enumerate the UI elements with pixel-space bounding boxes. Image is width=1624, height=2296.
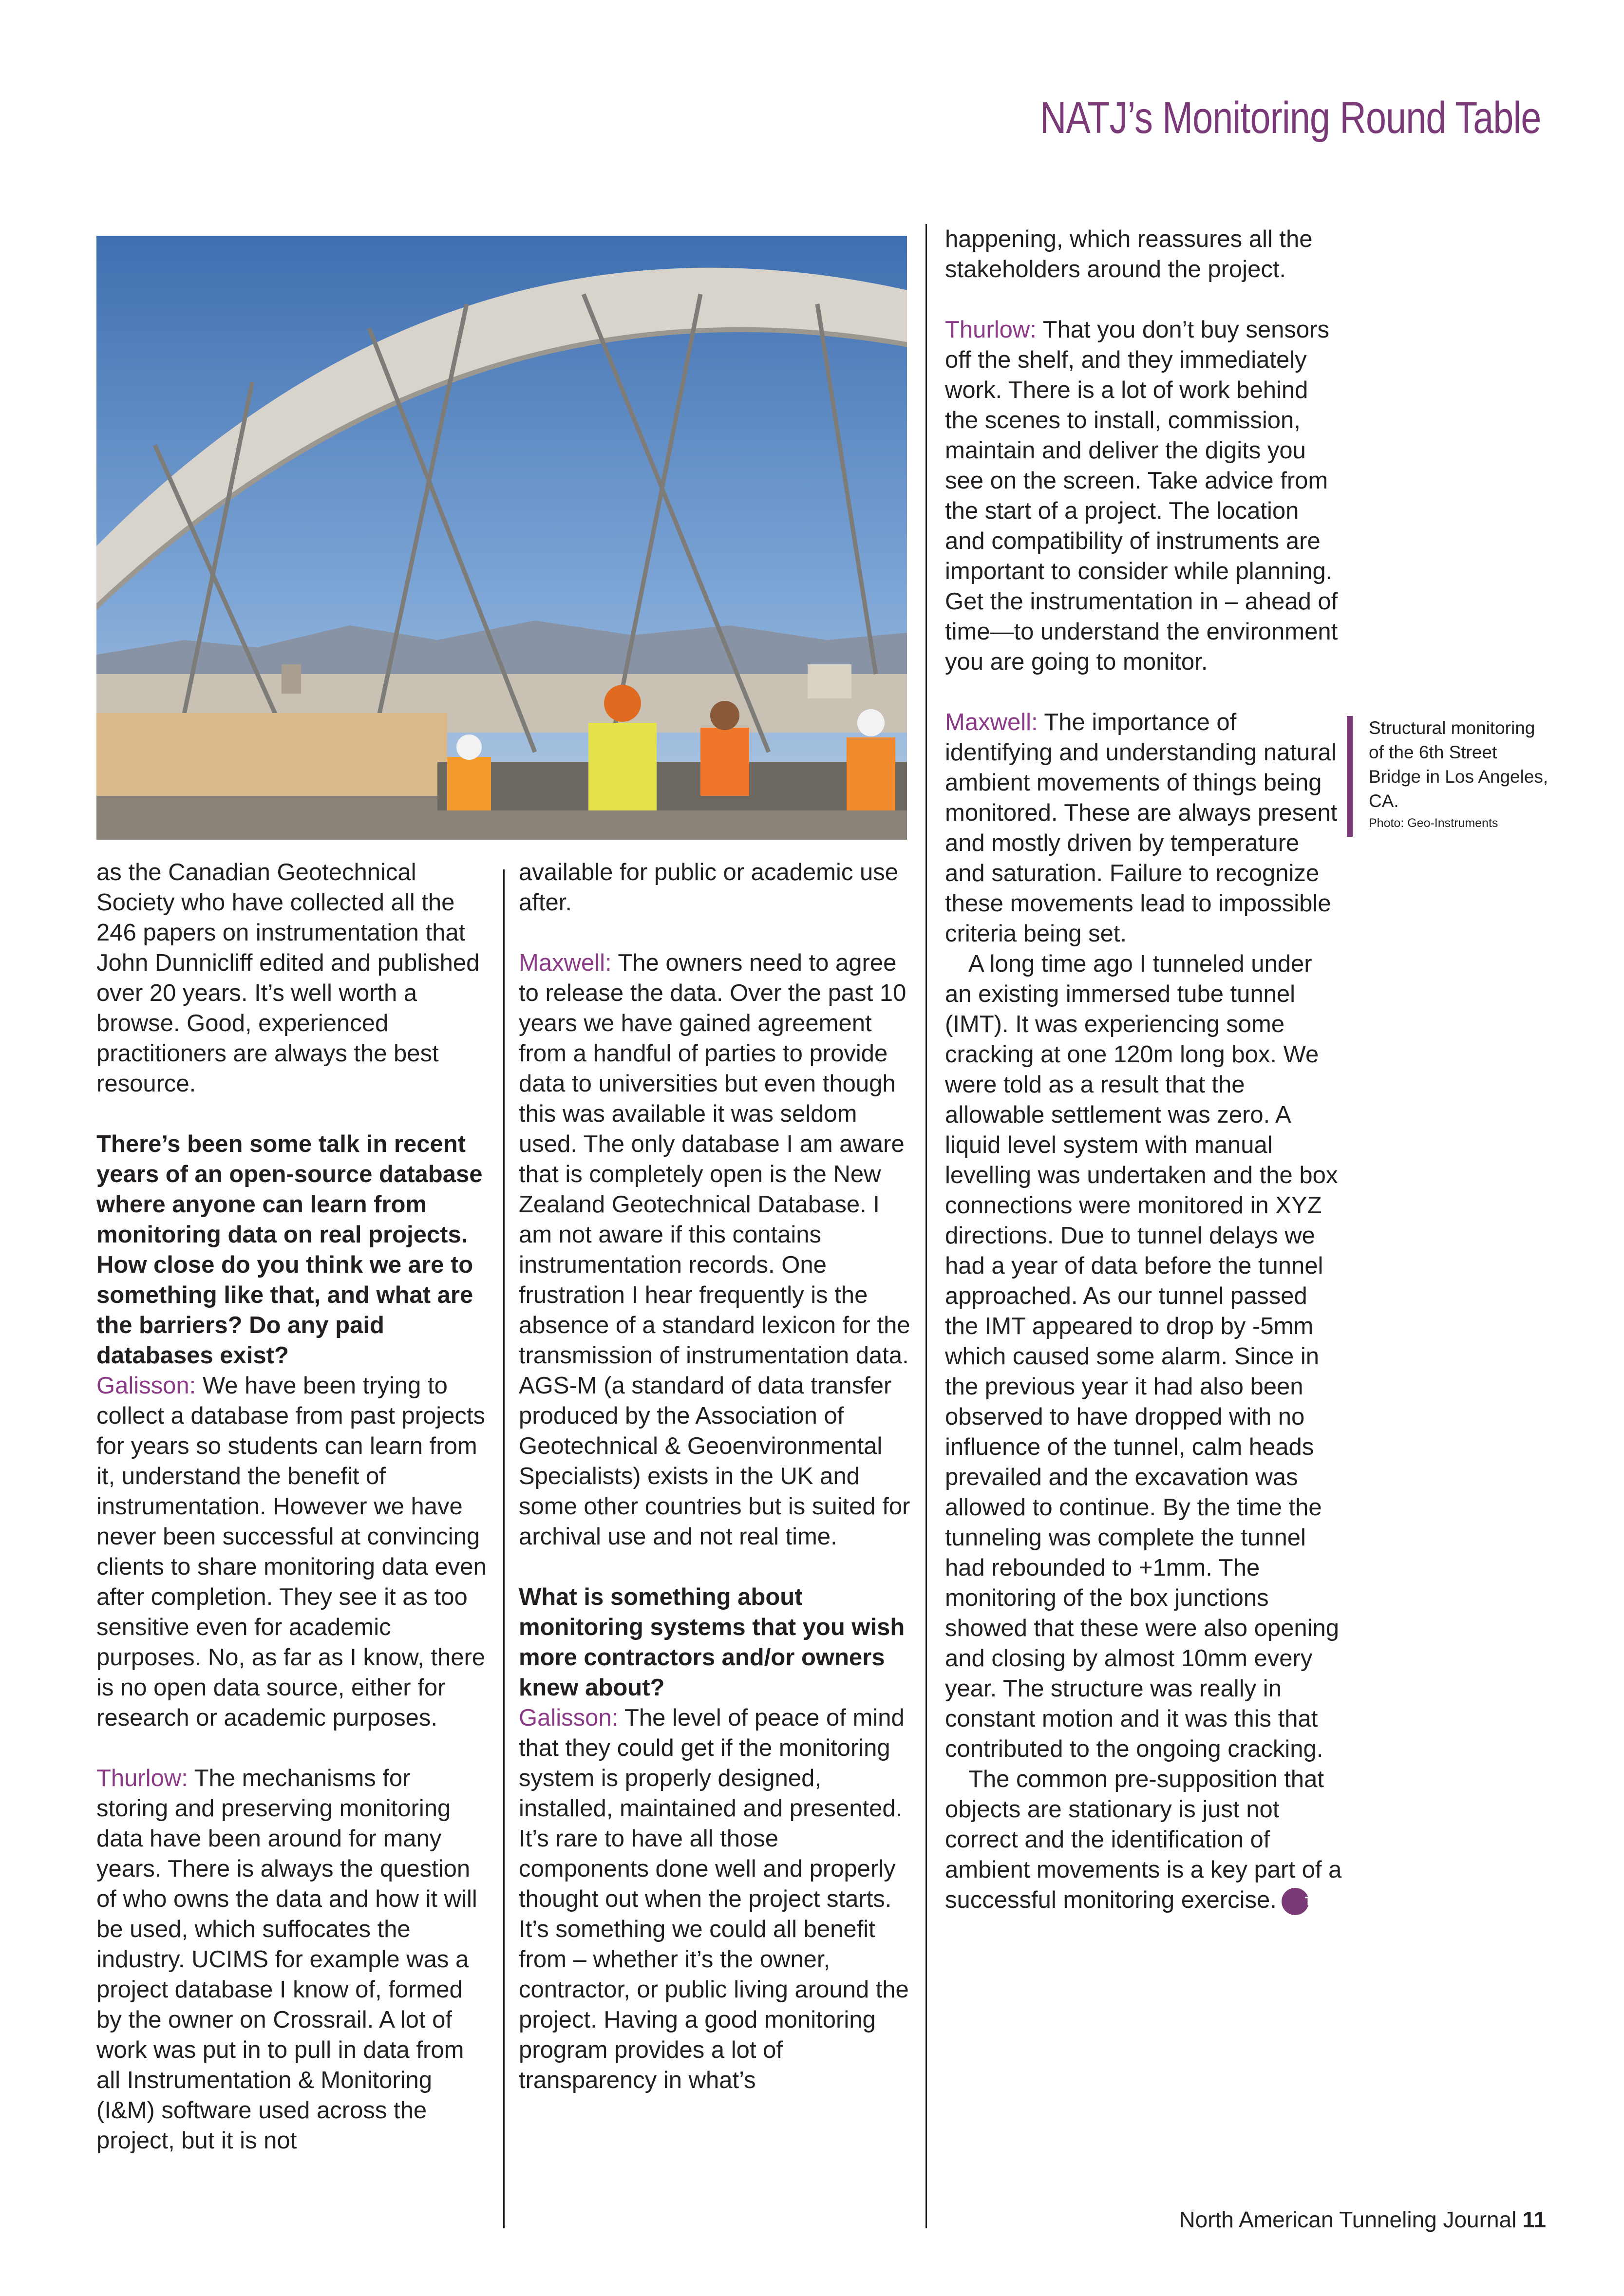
- page-number: 11: [1522, 2207, 1546, 2232]
- closing-text: The common pre-supposition that objects are stationary is just not correct and the identification of ambient movements is a key part of a successful monitoring exercise.: [945, 1766, 1342, 1913]
- answer-text: The importance of identifying and understanding natural ambient movements of things being monitored. These are always present and mostly driven by temperature and saturation. Failure to recognize these movements lead to impossible criteria being set.: [945, 709, 1338, 947]
- closing-paragraph: [945, 1764, 1344, 1915]
- question: There’s been some talk in recent years of an open-source database where anyone can learn from monitoring data on real projects. How close do you think we are to something like that, and what are the barriers? Do any paid databases exist?: [96, 1131, 483, 1369]
- answer-text: We have been trying to collect a database from past projects for years so students can learn from it, understand the benefit of instrumentation. However we have never been successful at convincing clients to share monitoring data even after completion. They see it as too sensitive even for academic purposes. No, as far as I know, there is no open data source, either for research or academic purposes.: [96, 1373, 487, 1731]
- paragraph: A long time ago I tunneled under an existing immersed tube tunnel (IMT). It was experiencing some cracking at one 120m long box. We were told as a result that the allowable settlement was zero. A liquid level system with manual levelling was undertaken and the box connections were monitored in XYZ directions. Due to tunnel delays we had a year of data before the tunnel approached. As our tunnel passed the IMT appeared to drop by -5mm which caused some alarm. Since in the previous year it had also been observed to have dropped with no influence of the tunnel, calm heads prevailed and the excavation was allowed to continue. By the time the tunneling was complete the tunnel had rebounded to +1mm. The monitoring of the box junctions showed that these were also opening and closing by almost 10mm every year. The structure was really in constant motion and it was this that contributed to the ongoing cracking.: [945, 951, 1340, 1762]
- photo-credit: Photo: Geo-Instruments: [1369, 816, 1498, 830]
- answer-galisson: [96, 1371, 489, 1733]
- answer-galisson: [519, 1703, 911, 2095]
- speaker-name: Maxwell:: [945, 709, 1038, 735]
- page-footer: [1179, 2206, 1546, 2233]
- answer-text: The level of peace of mind that they could get if the monitoring system is properly designed, installed, maintained and presented. It’s rare to have all those components done well and properly thought out when the project starts. It’s something we could all benefit from – whether it’s the owner, contractor, or public living around the project. Having a good monitoring program provides a lot of transparency in what’s: [519, 1705, 909, 2093]
- running-header: NATJ’s Monitoring Round Table: [1040, 93, 1541, 143]
- answer-text: The owners need to agree to release the data. Over the past 10 years we have gained agreement from a handful of parties to provide data to universities but even though this was available it was seldom used. The only database I am aware that is completely open is the New Zealand Geotechnical Database. I am not aware if this contains instrumentation records. One frustration I hear frequently is the absence of a standard lexicon for the transmission of instrumentation data. AGS-M (a standard of data transfer produced by the Association of Geotechnical & Geoenvironmental Specialists) exists in the UK and some other countries but is suited for archival use and not real time.: [519, 950, 910, 1550]
- journal-name: North American Tunneling Journal: [1179, 2207, 1517, 2232]
- question: What is something about monitoring systems that you wish more contractors and/or owners knew about?: [519, 1584, 905, 1701]
- speaker-name: Galisson:: [519, 1705, 619, 1731]
- answer-text: That you don’t buy sensors off the shelf, and they immediately work. There is a lot of work behind the scenes to install, commission, maintain and deliver the digits you see on the screen. Take advice from the start of a project. The location and compatibility of instruments are important to consider while planning. Get the instrumentation in – ahead of time—to understand the environment you are going to monitor.: [945, 317, 1338, 675]
- paragraph: happening, which reassures all the stakeholders around the project.: [945, 226, 1313, 282]
- speaker-name: Thurlow:: [96, 1765, 188, 1791]
- column-rule-1: [503, 869, 505, 2228]
- answer-thurlow: [96, 1763, 489, 2156]
- speaker-name: Maxwell:: [519, 950, 612, 976]
- paragraph: as the Canadian Geotechnical Society who have collected all the 246 papers on instrumentation that John Dunnicliff edited and published over 20 years. It’s well worth a browse. Good, experienced practitioners are always the best resource.: [96, 859, 480, 1097]
- column-3: [945, 224, 1344, 1915]
- column-1: [96, 857, 489, 2156]
- paragraph: available for public or academic use after.: [519, 859, 898, 916]
- column-2: [519, 857, 911, 2095]
- answer-thurlow: [945, 315, 1344, 677]
- speaker-name: Galisson:: [96, 1373, 196, 1399]
- speaker-name: Thurlow:: [945, 317, 1037, 343]
- bridge-photo: [96, 236, 907, 840]
- column-rule-2: [925, 224, 927, 2228]
- end-mark-icon: TJ: [1282, 1888, 1309, 1915]
- caption-accent-bar: [1347, 716, 1353, 837]
- photo-caption: [1369, 716, 1554, 833]
- answer-text: The mechanisms for storing and preserving monitoring data have been around for many years. There is always the question of who owns the data and how it will be used, which suffocates the industry. UCIMS for example was a project database I know of, formed by the owner on Crossrail. A lot of work was put in to pull in data from all Instrumentation & Monitoring (I&M) software used across the project, but it is not: [96, 1765, 477, 2154]
- caption-text: Structural monitoring of the 6th Street Bridge in Los Angeles, CA.: [1369, 718, 1548, 811]
- answer-maxwell: [945, 707, 1344, 949]
- answer-maxwell: [519, 948, 911, 1552]
